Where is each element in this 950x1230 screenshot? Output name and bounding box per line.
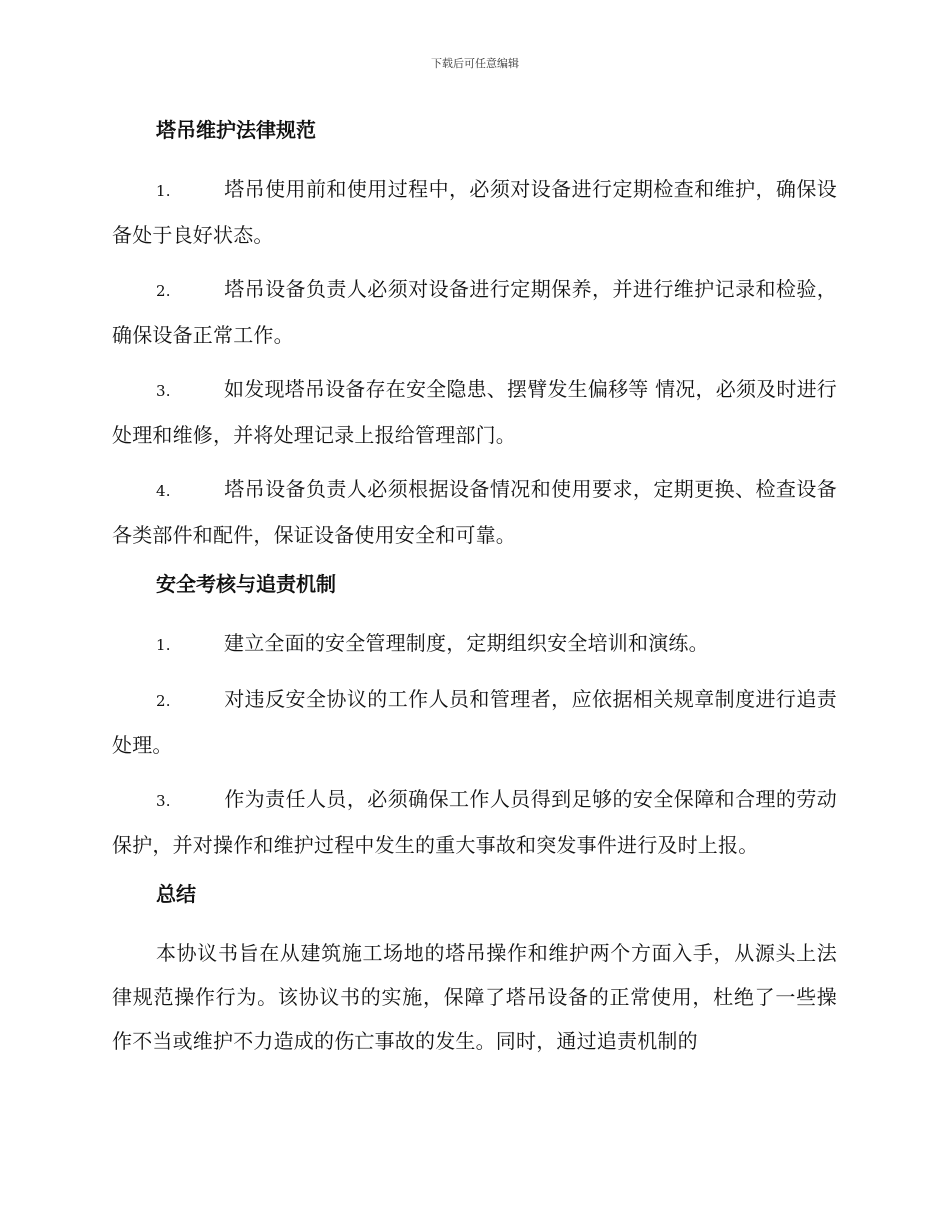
list-item-text: 塔吊设备负责人必须根据设备情况和使用要求，定期更换、检查设备各类部件和配件，保证设备使用安全和可靠。 — [112, 477, 837, 547]
list-item-text: 建立全面的安全管理制度，定期组织安全培训和演练。 — [224, 631, 709, 655]
list-item — [112, 621, 837, 667]
list-item — [112, 167, 837, 257]
document-body — [112, 113, 837, 1063]
section-heading-maintenance: 塔吊维护法律规范 — [156, 118, 316, 142]
list-item-number: 1. — [156, 182, 171, 200]
list-item — [112, 777, 837, 867]
list-item-text: 作为责任人员，必须确保工作人员得到足够的安全保障和合理的劳动保护，并对操作和维护过程中发生的重大事故和突发事件进行及时上报。 — [112, 787, 837, 857]
list-item-number: 3. — [156, 382, 171, 400]
list-item-number: 3. — [156, 792, 171, 810]
list-item-text: 如发现塔吊设备存在安全隐患、摆臂发生偏移等 情况，必须及时进行处理和维修，并将处理记录上报给管理部门。 — [112, 377, 837, 447]
list-item-text: 塔吊设备负责人必须对设备进行定期保养，并进行维护记录和检验，确保设备正常工作。 — [112, 277, 837, 347]
list-item — [112, 367, 837, 457]
list-item-text: 对违反安全协议的工作人员和管理者，应依据相关规章制度进行追责处理。 — [112, 687, 837, 757]
list-item — [112, 467, 837, 557]
list-item-number: 4. — [156, 482, 171, 500]
section-heading-summary: 总结 — [156, 882, 196, 906]
list-item — [112, 267, 837, 357]
list-item-number: 1. — [156, 636, 171, 654]
list-item-number: 2. — [156, 282, 171, 300]
list-item-number: 2. — [156, 692, 171, 710]
list-item — [112, 677, 837, 767]
section-heading-accountability: 安全考核与追责机制 — [156, 572, 336, 596]
list-item-text: 塔吊使用前和使用过程中，必须对设备进行定期检查和维护，确保设备处于良好状态。 — [112, 177, 837, 247]
header-note: 下载后可任意编辑 — [431, 57, 519, 70]
summary-paragraph: 本协议书旨在从建筑施工场地的塔吊操作和维护两个方面入手，从源头上法律规范操作行为。该协议书的实施，保障了塔吊设备的正常使用，杜绝了一些操作不当或维护不力造成的伤亡事故的发生。同时，通过追责机制的 — [112, 941, 837, 1053]
